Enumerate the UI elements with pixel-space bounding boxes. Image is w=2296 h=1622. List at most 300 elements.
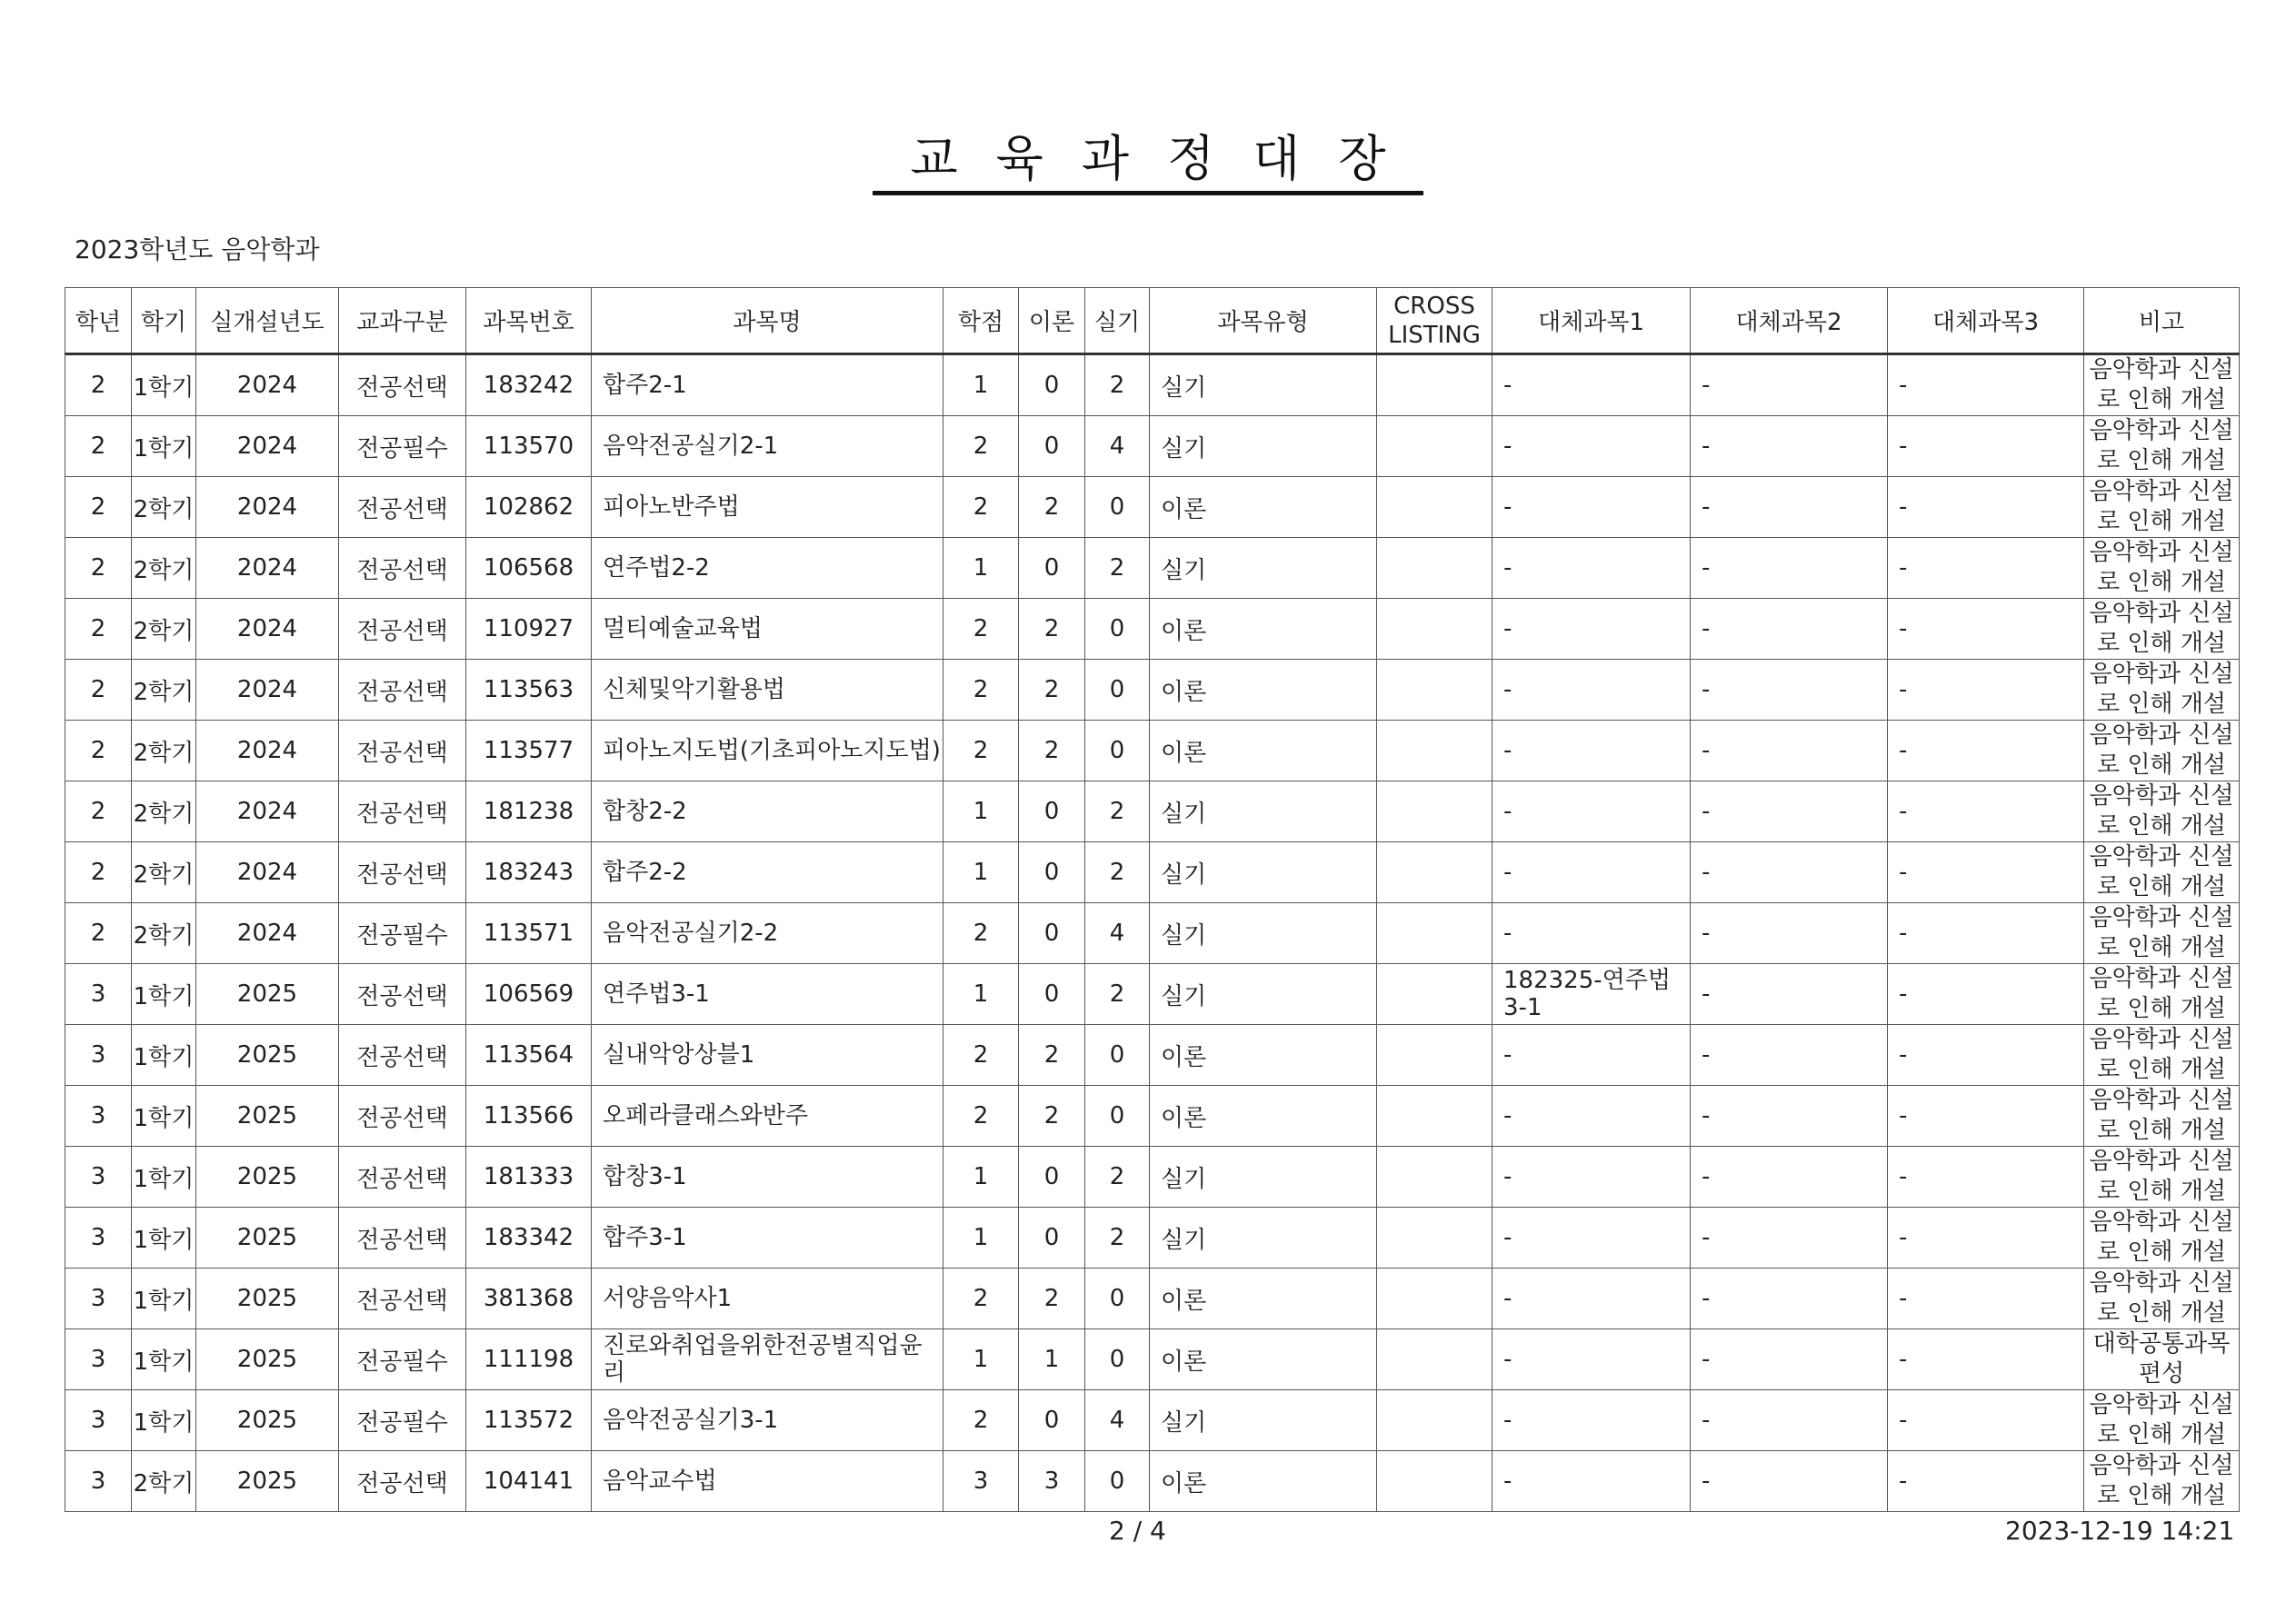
print-datetime: 2023-12-19 14:21: [2005, 1516, 2235, 1546]
cell-grade: 2: [65, 781, 132, 842]
cell-type: 실기: [1150, 781, 1377, 842]
cell-semester: 1학기: [132, 416, 196, 477]
cell-alt3: -: [1888, 1329, 2084, 1390]
cell-alt1: -: [1492, 477, 1691, 538]
cell-year: 2024: [196, 599, 339, 660]
cell-code: 113564: [466, 1025, 592, 1086]
cell-practice: 4: [1085, 416, 1150, 477]
cell-cross: [1377, 1451, 1492, 1512]
cell-alt3: -: [1888, 354, 2084, 416]
cell-note: 음악학과 신설로 인해 개설: [2084, 1269, 2240, 1329]
cell-type: 실기: [1150, 354, 1377, 416]
cell-practice: 2: [1085, 964, 1150, 1025]
cell-theory: 0: [1019, 1390, 1085, 1451]
cell-alt2: -: [1691, 1269, 1888, 1329]
table-row: [65, 1086, 2240, 1147]
table-row: [65, 721, 2240, 781]
cell-name: 음악전공실기2-2: [592, 903, 943, 964]
cell-year: 2024: [196, 721, 339, 781]
cell-category: 전공선택: [339, 538, 466, 599]
cell-cross: [1377, 599, 1492, 660]
cell-practice: 0: [1085, 660, 1150, 721]
cell-credit: 2: [943, 1086, 1019, 1147]
cell-cross: [1377, 964, 1492, 1025]
cell-alt2: -: [1691, 1086, 1888, 1147]
table-row: [65, 477, 2240, 538]
cell-credit: 2: [943, 660, 1019, 721]
cell-code: 381368: [466, 1269, 592, 1329]
cell-name: 진로와취업을위한전공별직업윤리: [592, 1329, 943, 1390]
cell-type: 이론: [1150, 1025, 1377, 1086]
cell-semester: 1학기: [132, 1390, 196, 1451]
cell-alt2: -: [1691, 781, 1888, 842]
cell-theory: 2: [1019, 660, 1085, 721]
cell-name: 합주2-1: [592, 354, 943, 416]
cell-alt1: -: [1492, 538, 1691, 599]
table-row: [65, 842, 2240, 903]
cell-cross: [1377, 416, 1492, 477]
cell-semester: 2학기: [132, 1451, 196, 1512]
cell-theory: 2: [1019, 1269, 1085, 1329]
cell-semester: 1학기: [132, 1025, 196, 1086]
cell-cross: [1377, 1208, 1492, 1269]
cell-name: 피아노반주법: [592, 477, 943, 538]
cell-alt1: -: [1492, 416, 1691, 477]
cell-practice: 2: [1085, 354, 1150, 416]
table-row: [65, 416, 2240, 477]
cell-grade: 3: [65, 1208, 132, 1269]
cell-practice: 0: [1085, 477, 1150, 538]
cell-grade: 3: [65, 1269, 132, 1329]
cell-name: 피아노지도법(기초피아노지도법): [592, 721, 943, 781]
cell-note: 음악학과 신설로 인해 개설: [2084, 1390, 2240, 1451]
cell-alt3: -: [1888, 903, 2084, 964]
cell-alt1: -: [1492, 903, 1691, 964]
cell-semester: 2학기: [132, 477, 196, 538]
cell-cross: [1377, 1147, 1492, 1208]
cell-code: 110927: [466, 599, 592, 660]
document-title-wrap: [0, 129, 2296, 195]
cell-note: 음악학과 신설로 인해 개설: [2084, 416, 2240, 477]
cell-credit: 2: [943, 1269, 1019, 1329]
cell-alt3: -: [1888, 660, 2084, 721]
cell-cross: [1377, 903, 1492, 964]
cell-year: 2024: [196, 416, 339, 477]
cell-credit: 2: [943, 903, 1019, 964]
cell-name: 멀티예술교육법: [592, 599, 943, 660]
cell-cross: [1377, 1025, 1492, 1086]
cell-code: 113563: [466, 660, 592, 721]
header-note: 비고: [2084, 288, 2240, 354]
cell-year: 2025: [196, 1025, 339, 1086]
cell-semester: 2학기: [132, 842, 196, 903]
cell-alt1: -: [1492, 842, 1691, 903]
cell-practice: 2: [1085, 781, 1150, 842]
cell-practice: 0: [1085, 1329, 1150, 1390]
cell-code: 183342: [466, 1208, 592, 1269]
cell-type: 이론: [1150, 1269, 1377, 1329]
cell-theory: 0: [1019, 538, 1085, 599]
table-row: [65, 1390, 2240, 1451]
cell-practice: 4: [1085, 903, 1150, 964]
cell-category: 전공선택: [339, 599, 466, 660]
cell-note: 음악학과 신설로 인해 개설: [2084, 1025, 2240, 1086]
cell-category: 전공선택: [339, 842, 466, 903]
cell-alt2: -: [1691, 903, 1888, 964]
table-row: [65, 660, 2240, 721]
cell-name: 합창3-1: [592, 1147, 943, 1208]
header-alt3: 대체과목3: [1888, 288, 2084, 354]
cell-alt2: -: [1691, 354, 1888, 416]
cell-code: 113577: [466, 721, 592, 781]
cell-code: 111198: [466, 1329, 592, 1390]
cell-practice: 2: [1085, 538, 1150, 599]
cell-grade: 2: [65, 416, 132, 477]
cell-credit: 1: [943, 842, 1019, 903]
cell-semester: 1학기: [132, 354, 196, 416]
cell-alt3: -: [1888, 964, 2084, 1025]
cell-alt3: -: [1888, 416, 2084, 477]
cell-credit: 2: [943, 599, 1019, 660]
cell-semester: 2학기: [132, 781, 196, 842]
cell-name: 신체및악기활용법: [592, 660, 943, 721]
cell-year: 2025: [196, 1451, 339, 1512]
cell-credit: 2: [943, 721, 1019, 781]
cell-category: 전공필수: [339, 416, 466, 477]
header-name: 과목명: [592, 288, 943, 354]
table-row: [65, 964, 2240, 1025]
cell-practice: 4: [1085, 1390, 1150, 1451]
header-code: 과목번호: [466, 288, 592, 354]
cell-type: 실기: [1150, 1147, 1377, 1208]
cell-type: 실기: [1150, 842, 1377, 903]
cell-note: 음악학과 신설로 인해 개설: [2084, 781, 2240, 842]
cell-type: 실기: [1150, 964, 1377, 1025]
cell-alt1: -: [1492, 781, 1691, 842]
cell-theory: 2: [1019, 477, 1085, 538]
cell-code: 106569: [466, 964, 592, 1025]
cell-grade: 2: [65, 538, 132, 599]
cell-type: 이론: [1150, 1451, 1377, 1512]
cell-theory: 0: [1019, 903, 1085, 964]
cell-credit: 3: [943, 1451, 1019, 1512]
cell-grade: 2: [65, 842, 132, 903]
cell-year: 2025: [196, 1269, 339, 1329]
cell-theory: 0: [1019, 964, 1085, 1025]
cell-practice: 0: [1085, 721, 1150, 781]
cell-code: 181238: [466, 781, 592, 842]
cell-alt1: -: [1492, 354, 1691, 416]
cell-practice: 0: [1085, 1086, 1150, 1147]
cell-alt2: -: [1691, 964, 1888, 1025]
cell-alt1: -: [1492, 599, 1691, 660]
cell-credit: 2: [943, 1390, 1019, 1451]
cell-theory: 0: [1019, 354, 1085, 416]
cell-alt2: -: [1691, 1451, 1888, 1512]
cell-name: 오페라클래스와반주: [592, 1086, 943, 1147]
cell-cross: [1377, 354, 1492, 416]
cell-grade: 3: [65, 1147, 132, 1208]
cell-theory: 2: [1019, 721, 1085, 781]
cell-grade: 3: [65, 1086, 132, 1147]
cell-category: 전공선택: [339, 660, 466, 721]
cell-theory: 0: [1019, 1208, 1085, 1269]
cell-year: 2024: [196, 660, 339, 721]
header-semester: 학기: [132, 288, 196, 354]
cell-theory: 0: [1019, 1147, 1085, 1208]
table-row: [65, 1025, 2240, 1086]
cell-name: 음악전공실기2-1: [592, 416, 943, 477]
cell-grade: 2: [65, 599, 132, 660]
cell-note: 음악학과 신설로 인해 개설: [2084, 1147, 2240, 1208]
cell-type: 이론: [1150, 599, 1377, 660]
cell-credit: 1: [943, 354, 1019, 416]
cell-theory: 0: [1019, 781, 1085, 842]
table-row: [65, 781, 2240, 842]
cell-cross: [1377, 1269, 1492, 1329]
cell-name: 서양음악사1: [592, 1269, 943, 1329]
cell-category: 전공선택: [339, 1147, 466, 1208]
document-subtitle: 2023학년도 음악학과: [75, 234, 320, 264]
cell-category: 전공필수: [339, 1390, 466, 1451]
cell-alt3: -: [1888, 842, 2084, 903]
cell-category: 전공선택: [339, 1269, 466, 1329]
table-row: [65, 1208, 2240, 1269]
cell-grade: 3: [65, 1390, 132, 1451]
cell-theory: 3: [1019, 1451, 1085, 1512]
table-body: [65, 354, 2240, 1512]
cell-code: 104141: [466, 1451, 592, 1512]
cell-alt2: -: [1691, 1147, 1888, 1208]
cell-cross: [1377, 1329, 1492, 1390]
cell-practice: 2: [1085, 1208, 1150, 1269]
cell-type: 실기: [1150, 538, 1377, 599]
cell-name: 합창2-2: [592, 781, 943, 842]
cell-grade: 3: [65, 1451, 132, 1512]
cell-grade: 3: [65, 1329, 132, 1390]
cell-alt3: -: [1888, 721, 2084, 781]
cell-theory: 2: [1019, 1025, 1085, 1086]
cell-code: 113572: [466, 1390, 592, 1451]
header-year: 실개설년도: [196, 288, 339, 354]
cell-alt1: -: [1492, 1086, 1691, 1147]
cell-alt2: -: [1691, 538, 1888, 599]
page-number: 2 / 4: [1109, 1516, 1166, 1546]
cell-note: 음악학과 신설로 인해 개설: [2084, 354, 2240, 416]
header-cross-listing: CROSS LISTING: [1377, 288, 1492, 354]
cell-note: 대학공통과목 편성: [2084, 1329, 2240, 1390]
table-row: [65, 903, 2240, 964]
cell-type: 실기: [1150, 1390, 1377, 1451]
table-row: [65, 1147, 2240, 1208]
cell-alt1: -: [1492, 1451, 1691, 1512]
table-row: [65, 1451, 2240, 1512]
cell-alt3: -: [1888, 1086, 2084, 1147]
cell-practice: 0: [1085, 1269, 1150, 1329]
cell-credit: 1: [943, 1147, 1019, 1208]
cell-alt2: -: [1691, 842, 1888, 903]
cell-year: 2024: [196, 538, 339, 599]
cell-semester: 1학기: [132, 1086, 196, 1147]
document-title: 교육과정대장: [873, 129, 1424, 195]
cell-alt1: -: [1492, 660, 1691, 721]
cell-year: 2024: [196, 903, 339, 964]
cell-alt2: -: [1691, 416, 1888, 477]
cell-year: 2024: [196, 354, 339, 416]
cell-grade: 2: [65, 660, 132, 721]
cell-cross: [1377, 1390, 1492, 1451]
cell-type: 이론: [1150, 1329, 1377, 1390]
cell-note: 음악학과 신설로 인해 개설: [2084, 842, 2240, 903]
cell-type: 이론: [1150, 1086, 1377, 1147]
cell-cross: [1377, 660, 1492, 721]
cell-practice: 0: [1085, 599, 1150, 660]
cell-year: 2025: [196, 1147, 339, 1208]
cell-theory: 1: [1019, 1329, 1085, 1390]
cell-credit: 2: [943, 416, 1019, 477]
cell-semester: 1학기: [132, 1269, 196, 1329]
cell-name: 합주3-1: [592, 1208, 943, 1269]
cell-alt3: -: [1888, 781, 2084, 842]
cell-alt2: -: [1691, 1025, 1888, 1086]
cell-grade: 2: [65, 721, 132, 781]
cell-alt1: -: [1492, 721, 1691, 781]
curriculum-table: [65, 287, 2240, 1512]
cell-alt3: -: [1888, 1025, 2084, 1086]
cell-semester: 2학기: [132, 538, 196, 599]
cell-credit: 1: [943, 781, 1019, 842]
cell-alt3: -: [1888, 1269, 2084, 1329]
cell-code: 113570: [466, 416, 592, 477]
cell-alt3: -: [1888, 1390, 2084, 1451]
cell-category: 전공선택: [339, 964, 466, 1025]
cell-code: 106568: [466, 538, 592, 599]
cell-alt2: -: [1691, 721, 1888, 781]
header-practice: 실기: [1085, 288, 1150, 354]
cell-note: 음악학과 신설로 인해 개설: [2084, 538, 2240, 599]
header-category: 교과구분: [339, 288, 466, 354]
table-row: [65, 1269, 2240, 1329]
cell-category: 전공선택: [339, 721, 466, 781]
cell-year: 2025: [196, 1208, 339, 1269]
cell-year: 2024: [196, 477, 339, 538]
cell-semester: 2학기: [132, 660, 196, 721]
cell-cross: [1377, 842, 1492, 903]
cell-alt1: -: [1492, 1390, 1691, 1451]
cell-category: 전공선택: [339, 1451, 466, 1512]
cell-cross: [1377, 477, 1492, 538]
header-type: 과목유형: [1150, 288, 1377, 354]
cell-note: 음악학과 신설로 인해 개설: [2084, 964, 2240, 1025]
cell-name: 실내악앙상블1: [592, 1025, 943, 1086]
cell-theory: 2: [1019, 1086, 1085, 1147]
cell-credit: 2: [943, 1025, 1019, 1086]
table-row: [65, 1329, 2240, 1390]
cell-alt2: -: [1691, 660, 1888, 721]
cell-category: 전공선택: [339, 781, 466, 842]
cell-cross: [1377, 538, 1492, 599]
header-theory: 이론: [1019, 288, 1085, 354]
cell-alt2: -: [1691, 1208, 1888, 1269]
header-credit: 학점: [943, 288, 1019, 354]
cell-credit: 1: [943, 1329, 1019, 1390]
cell-theory: 0: [1019, 842, 1085, 903]
cell-year: 2025: [196, 1390, 339, 1451]
cell-practice: 0: [1085, 1025, 1150, 1086]
cell-category: 전공필수: [339, 903, 466, 964]
cell-code: 113571: [466, 903, 592, 964]
cell-year: 2025: [196, 1086, 339, 1147]
cell-alt1: -: [1492, 1269, 1691, 1329]
table-header-row: [65, 288, 2240, 354]
cell-credit: 1: [943, 964, 1019, 1025]
cell-grade: 2: [65, 354, 132, 416]
cell-category: 전공선택: [339, 354, 466, 416]
cell-code: 102862: [466, 477, 592, 538]
cell-practice: 2: [1085, 842, 1150, 903]
cell-semester: 2학기: [132, 903, 196, 964]
cell-semester: 2학기: [132, 599, 196, 660]
cell-semester: 1학기: [132, 964, 196, 1025]
cell-alt2: -: [1691, 1329, 1888, 1390]
cell-grade: 3: [65, 964, 132, 1025]
cell-alt3: -: [1888, 538, 2084, 599]
header-alt2: 대체과목2: [1691, 288, 1888, 354]
cell-note: 음악학과 신설로 인해 개설: [2084, 599, 2240, 660]
cell-semester: 1학기: [132, 1329, 196, 1390]
cell-credit: 2: [943, 477, 1019, 538]
header-grade: 학년: [65, 288, 132, 354]
cell-category: 전공선택: [339, 1208, 466, 1269]
cell-alt2: -: [1691, 1390, 1888, 1451]
cell-semester: 1학기: [132, 1147, 196, 1208]
cell-cross: [1377, 781, 1492, 842]
cell-grade: 2: [65, 477, 132, 538]
table-row: [65, 599, 2240, 660]
table-row: [65, 354, 2240, 416]
cell-credit: 1: [943, 1208, 1019, 1269]
header-alt1: 대체과목1: [1492, 288, 1691, 354]
cell-theory: 0: [1019, 416, 1085, 477]
cell-code: 183242: [466, 354, 592, 416]
cell-note: 음악학과 신설로 인해 개설: [2084, 903, 2240, 964]
cell-credit: 1: [943, 538, 1019, 599]
cell-alt3: -: [1888, 1451, 2084, 1512]
cell-name: 음악전공실기3-1: [592, 1390, 943, 1451]
cell-alt3: -: [1888, 1208, 2084, 1269]
cell-name: 음악교수법: [592, 1451, 943, 1512]
cell-type: 이론: [1150, 477, 1377, 538]
cell-grade: 2: [65, 903, 132, 964]
cell-category: 전공필수: [339, 1329, 466, 1390]
cell-cross: [1377, 1086, 1492, 1147]
cell-type: 실기: [1150, 903, 1377, 964]
cell-alt2: -: [1691, 477, 1888, 538]
cell-theory: 2: [1019, 599, 1085, 660]
cell-year: 2024: [196, 781, 339, 842]
cell-alt1: -: [1492, 1147, 1691, 1208]
cell-note: 음악학과 신설로 인해 개설: [2084, 721, 2240, 781]
cell-alt3: -: [1888, 1147, 2084, 1208]
cell-year: 2025: [196, 1329, 339, 1390]
cell-type: 이론: [1150, 721, 1377, 781]
cell-type: 이론: [1150, 660, 1377, 721]
cell-year: 2024: [196, 842, 339, 903]
cell-practice: 2: [1085, 1147, 1150, 1208]
cell-code: 113566: [466, 1086, 592, 1147]
table-row: [65, 538, 2240, 599]
cell-category: 전공선택: [339, 477, 466, 538]
